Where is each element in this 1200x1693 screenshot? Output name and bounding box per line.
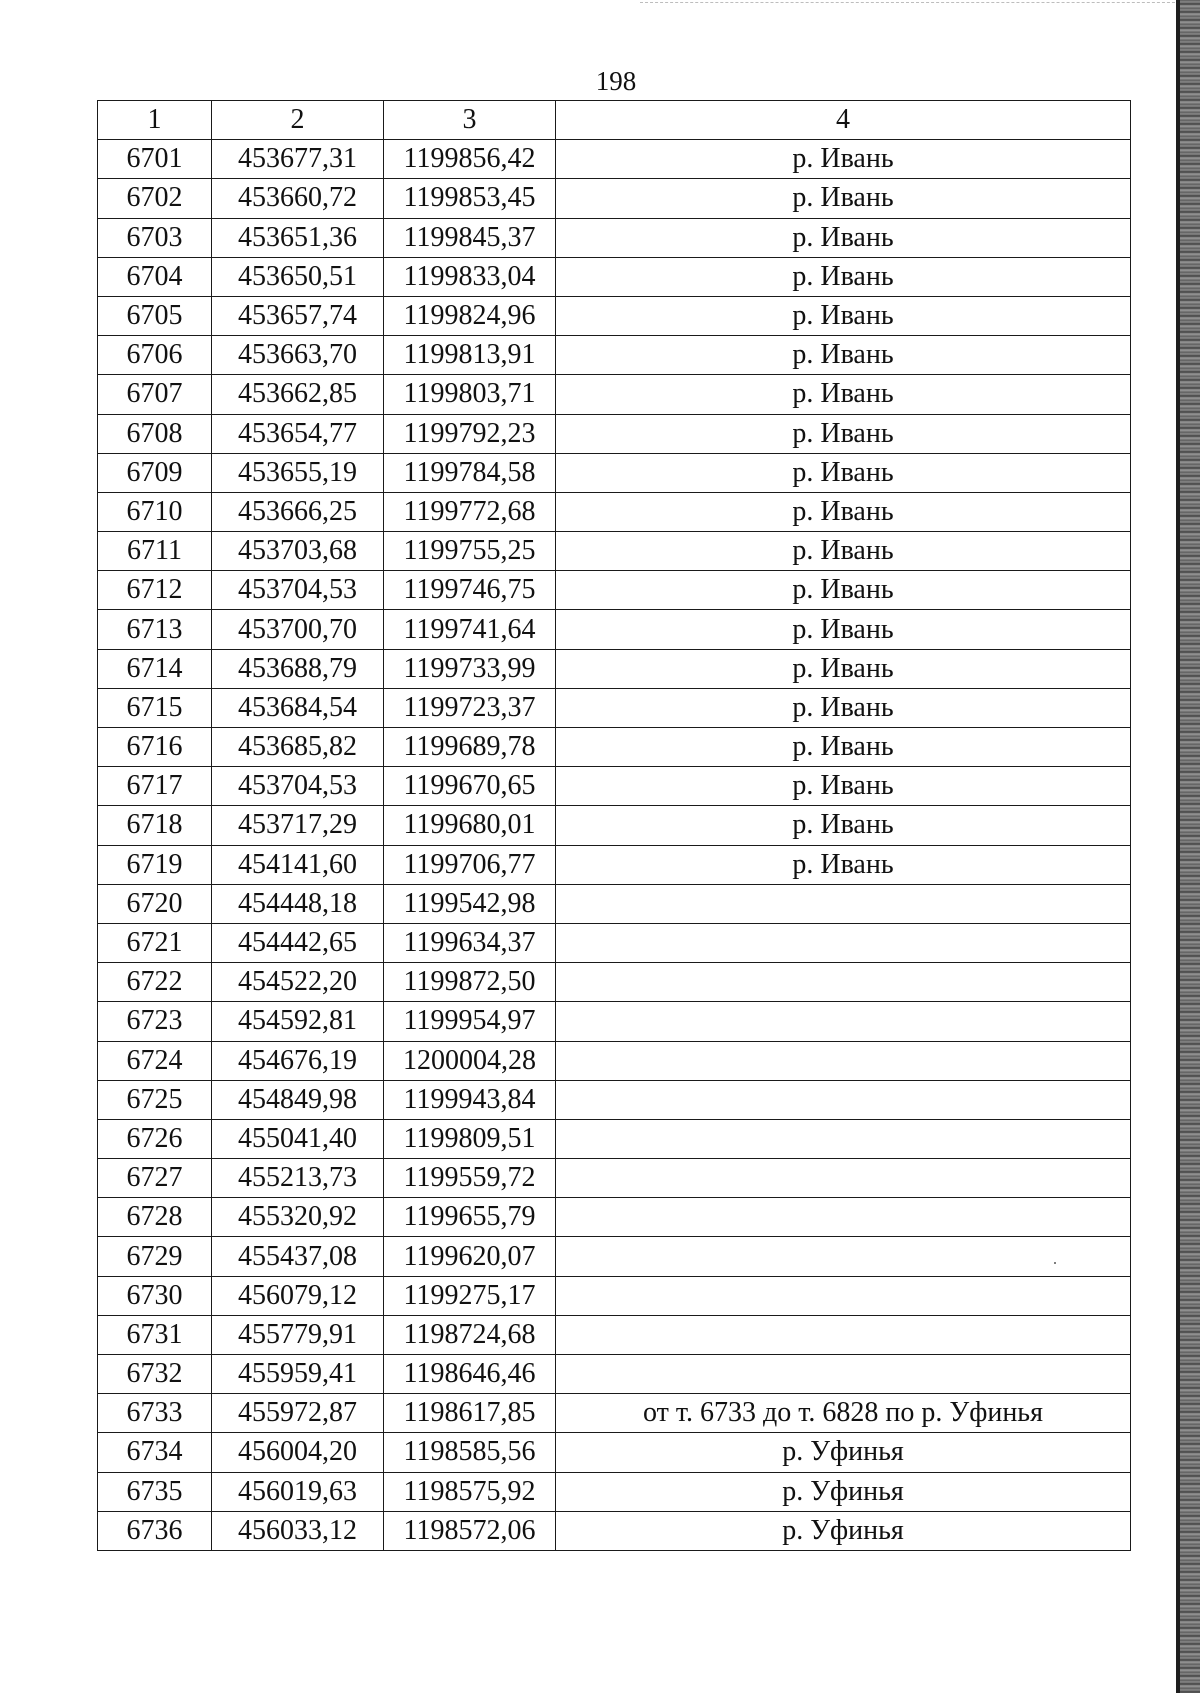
cell-x-coordinate: 455041,40 bbox=[212, 1119, 384, 1158]
scan-speck bbox=[1054, 1262, 1056, 1264]
cell-y-coordinate: 1199809,51 bbox=[384, 1119, 556, 1158]
table-row bbox=[98, 1276, 1131, 1315]
cell-x-coordinate: 453704,53 bbox=[212, 767, 384, 806]
table-row bbox=[98, 1002, 1131, 1041]
table-row bbox=[98, 923, 1131, 962]
cell-description bbox=[556, 1315, 1131, 1354]
cell-description: р. Ивань bbox=[556, 767, 1131, 806]
cell-y-coordinate: 1199856,42 bbox=[384, 140, 556, 179]
cell-description: р. Ивань bbox=[556, 257, 1131, 296]
table-row bbox=[98, 1315, 1131, 1354]
table-row bbox=[98, 1433, 1131, 1472]
cell-description: р. Ивань bbox=[556, 610, 1131, 649]
cell-x-coordinate: 454442,65 bbox=[212, 923, 384, 962]
cell-point-number: 6732 bbox=[98, 1355, 212, 1394]
cell-y-coordinate: 1199853,45 bbox=[384, 179, 556, 218]
cell-x-coordinate: 453677,31 bbox=[212, 140, 384, 179]
table-row bbox=[98, 532, 1131, 571]
cell-description: р. Ивань bbox=[556, 845, 1131, 884]
cell-x-coordinate: 453660,72 bbox=[212, 179, 384, 218]
cell-x-coordinate: 453662,85 bbox=[212, 375, 384, 414]
cell-x-coordinate: 453717,29 bbox=[212, 806, 384, 845]
cell-description: р. Ивань bbox=[556, 336, 1131, 375]
cell-y-coordinate: 1199772,68 bbox=[384, 492, 556, 531]
cell-y-coordinate: 1199824,96 bbox=[384, 296, 556, 335]
cell-x-coordinate: 453700,70 bbox=[212, 610, 384, 649]
cell-x-coordinate: 456004,20 bbox=[212, 1433, 384, 1472]
cell-y-coordinate: 1199845,37 bbox=[384, 218, 556, 257]
table-row bbox=[98, 1511, 1131, 1550]
cell-x-coordinate: 454522,20 bbox=[212, 963, 384, 1002]
cell-point-number: 6719 bbox=[98, 845, 212, 884]
table-row bbox=[98, 688, 1131, 727]
cell-point-number: 6705 bbox=[98, 296, 212, 335]
table-row bbox=[98, 806, 1131, 845]
cell-x-coordinate: 453657,74 bbox=[212, 296, 384, 335]
table-row bbox=[98, 728, 1131, 767]
cell-description: от т. 6733 до т. 6828 по р. Уфинья bbox=[556, 1394, 1131, 1433]
column-header-y: 3 bbox=[384, 101, 556, 140]
cell-x-coordinate: 456019,63 bbox=[212, 1472, 384, 1511]
cell-point-number: 6729 bbox=[98, 1237, 212, 1276]
cell-x-coordinate: 453703,68 bbox=[212, 532, 384, 571]
cell-x-coordinate: 453688,79 bbox=[212, 649, 384, 688]
cell-point-number: 6702 bbox=[98, 179, 212, 218]
cell-point-number: 6710 bbox=[98, 492, 212, 531]
cell-description: р. Ивань bbox=[556, 571, 1131, 610]
table-row bbox=[98, 453, 1131, 492]
cell-point-number: 6718 bbox=[98, 806, 212, 845]
table-row bbox=[98, 767, 1131, 806]
cell-description bbox=[556, 1159, 1131, 1198]
cell-point-number: 6703 bbox=[98, 218, 212, 257]
table-row bbox=[98, 492, 1131, 531]
table-row bbox=[98, 610, 1131, 649]
cell-y-coordinate: 1199746,75 bbox=[384, 571, 556, 610]
table-row bbox=[98, 845, 1131, 884]
cell-point-number: 6714 bbox=[98, 649, 212, 688]
table-row bbox=[98, 140, 1131, 179]
cell-x-coordinate: 455320,92 bbox=[212, 1198, 384, 1237]
cell-point-number: 6716 bbox=[98, 728, 212, 767]
cell-x-coordinate: 455779,91 bbox=[212, 1315, 384, 1354]
cell-y-coordinate: 1199542,98 bbox=[384, 884, 556, 923]
cell-y-coordinate: 1198724,68 bbox=[384, 1315, 556, 1354]
cell-description: р. Уфинья bbox=[556, 1472, 1131, 1511]
cell-y-coordinate: 1198572,06 bbox=[384, 1511, 556, 1550]
cell-x-coordinate: 453684,54 bbox=[212, 688, 384, 727]
cell-x-coordinate: 453704,53 bbox=[212, 571, 384, 610]
scan-binding-edge bbox=[1180, 0, 1200, 1693]
cell-x-coordinate: 453655,19 bbox=[212, 453, 384, 492]
cell-description: р. Ивань bbox=[556, 532, 1131, 571]
cell-description bbox=[556, 1041, 1131, 1080]
table-row bbox=[98, 1119, 1131, 1158]
cell-description bbox=[556, 1002, 1131, 1041]
cell-x-coordinate: 456033,12 bbox=[212, 1511, 384, 1550]
table-row bbox=[98, 414, 1131, 453]
cell-description: р. Ивань bbox=[556, 492, 1131, 531]
cell-x-coordinate: 455437,08 bbox=[212, 1237, 384, 1276]
cell-point-number: 6721 bbox=[98, 923, 212, 962]
cell-description: р. Ивань bbox=[556, 296, 1131, 335]
cell-point-number: 6701 bbox=[98, 140, 212, 179]
cell-x-coordinate: 454849,98 bbox=[212, 1080, 384, 1119]
cell-y-coordinate: 1199813,91 bbox=[384, 336, 556, 375]
cell-x-coordinate: 453666,25 bbox=[212, 492, 384, 531]
cell-point-number: 6735 bbox=[98, 1472, 212, 1511]
cell-description bbox=[556, 923, 1131, 962]
cell-point-number: 6731 bbox=[98, 1315, 212, 1354]
scan-top-artifact bbox=[640, 2, 1180, 4]
coordinates-table bbox=[97, 100, 1131, 1551]
cell-point-number: 6720 bbox=[98, 884, 212, 923]
table-row bbox=[98, 257, 1131, 296]
cell-point-number: 6704 bbox=[98, 257, 212, 296]
table-row bbox=[98, 1198, 1131, 1237]
cell-description: р. Ивань bbox=[556, 453, 1131, 492]
cell-description: р. Уфинья bbox=[556, 1433, 1131, 1472]
cell-description bbox=[556, 1237, 1131, 1276]
cell-y-coordinate: 1199634,37 bbox=[384, 923, 556, 962]
table-row bbox=[98, 375, 1131, 414]
cell-description: р. Ивань bbox=[556, 375, 1131, 414]
cell-x-coordinate: 454448,18 bbox=[212, 884, 384, 923]
cell-y-coordinate: 1198575,92 bbox=[384, 1472, 556, 1511]
cell-point-number: 6734 bbox=[98, 1433, 212, 1472]
cell-description bbox=[556, 1355, 1131, 1394]
page-number: 198 bbox=[595, 66, 637, 96]
cell-y-coordinate: 1198617,85 bbox=[384, 1394, 556, 1433]
table-row bbox=[98, 1080, 1131, 1119]
cell-y-coordinate: 1200004,28 bbox=[384, 1041, 556, 1080]
cell-y-coordinate: 1199803,71 bbox=[384, 375, 556, 414]
cell-point-number: 6713 bbox=[98, 610, 212, 649]
column-header-description: 4 bbox=[556, 101, 1131, 140]
cell-y-coordinate: 1199559,72 bbox=[384, 1159, 556, 1198]
cell-point-number: 6706 bbox=[98, 336, 212, 375]
cell-y-coordinate: 1199872,50 bbox=[384, 963, 556, 1002]
cell-description: р. Ивань bbox=[556, 806, 1131, 845]
cell-description bbox=[556, 1119, 1131, 1158]
cell-point-number: 6707 bbox=[98, 375, 212, 414]
cell-y-coordinate: 1199741,64 bbox=[384, 610, 556, 649]
cell-y-coordinate: 1199655,79 bbox=[384, 1198, 556, 1237]
cell-x-coordinate: 453651,36 bbox=[212, 218, 384, 257]
cell-description bbox=[556, 1276, 1131, 1315]
cell-y-coordinate: 1199275,17 bbox=[384, 1276, 556, 1315]
cell-y-coordinate: 1199620,07 bbox=[384, 1237, 556, 1276]
cell-point-number: 6724 bbox=[98, 1041, 212, 1080]
cell-point-number: 6727 bbox=[98, 1159, 212, 1198]
cell-point-number: 6711 bbox=[98, 532, 212, 571]
cell-point-number: 6715 bbox=[98, 688, 212, 727]
table-row bbox=[98, 1355, 1131, 1394]
table-row bbox=[98, 218, 1131, 257]
cell-description: р. Ивань bbox=[556, 414, 1131, 453]
cell-point-number: 6726 bbox=[98, 1119, 212, 1158]
table-row bbox=[98, 1472, 1131, 1511]
cell-description: р. Ивань bbox=[556, 179, 1131, 218]
table-row bbox=[98, 884, 1131, 923]
cell-x-coordinate: 455959,41 bbox=[212, 1355, 384, 1394]
cell-x-coordinate: 453663,70 bbox=[212, 336, 384, 375]
cell-x-coordinate: 456079,12 bbox=[212, 1276, 384, 1315]
table-row bbox=[98, 1237, 1131, 1276]
table-row bbox=[98, 963, 1131, 1002]
table-row bbox=[98, 296, 1131, 335]
cell-y-coordinate: 1199706,77 bbox=[384, 845, 556, 884]
cell-description: р. Ивань bbox=[556, 218, 1131, 257]
cell-x-coordinate: 453685,82 bbox=[212, 728, 384, 767]
cell-description bbox=[556, 884, 1131, 923]
table-row bbox=[98, 1041, 1131, 1080]
cell-y-coordinate: 1199784,58 bbox=[384, 453, 556, 492]
cell-point-number: 6708 bbox=[98, 414, 212, 453]
cell-y-coordinate: 1199733,99 bbox=[384, 649, 556, 688]
cell-y-coordinate: 1199723,37 bbox=[384, 688, 556, 727]
cell-description: р. Ивань bbox=[556, 140, 1131, 179]
cell-point-number: 6709 bbox=[98, 453, 212, 492]
cell-point-number: 6712 bbox=[98, 571, 212, 610]
cell-description: р. Ивань bbox=[556, 728, 1131, 767]
cell-description bbox=[556, 1198, 1131, 1237]
cell-description bbox=[556, 963, 1131, 1002]
cell-description: р. Ивань bbox=[556, 649, 1131, 688]
column-header-point: 1 bbox=[98, 101, 212, 140]
cell-description bbox=[556, 1080, 1131, 1119]
cell-x-coordinate: 455972,87 bbox=[212, 1394, 384, 1433]
table-header-row bbox=[98, 101, 1131, 140]
cell-description: р. Ивань bbox=[556, 688, 1131, 727]
cell-y-coordinate: 1199680,01 bbox=[384, 806, 556, 845]
cell-point-number: 6722 bbox=[98, 963, 212, 1002]
table-row bbox=[98, 336, 1131, 375]
cell-x-coordinate: 454141,60 bbox=[212, 845, 384, 884]
cell-description: р. Уфинья bbox=[556, 1511, 1131, 1550]
cell-point-number: 6725 bbox=[98, 1080, 212, 1119]
cell-point-number: 6723 bbox=[98, 1002, 212, 1041]
cell-y-coordinate: 1199670,65 bbox=[384, 767, 556, 806]
table-row bbox=[98, 1394, 1131, 1433]
table-body bbox=[98, 140, 1131, 1551]
cell-x-coordinate: 455213,73 bbox=[212, 1159, 384, 1198]
cell-point-number: 6717 bbox=[98, 767, 212, 806]
cell-y-coordinate: 1199792,23 bbox=[384, 414, 556, 453]
cell-y-coordinate: 1198646,46 bbox=[384, 1355, 556, 1394]
cell-x-coordinate: 454676,19 bbox=[212, 1041, 384, 1080]
cell-y-coordinate: 1199689,78 bbox=[384, 728, 556, 767]
table-row bbox=[98, 649, 1131, 688]
cell-point-number: 6733 bbox=[98, 1394, 212, 1433]
column-header-x: 2 bbox=[212, 101, 384, 140]
cell-point-number: 6728 bbox=[98, 1198, 212, 1237]
cell-x-coordinate: 453654,77 bbox=[212, 414, 384, 453]
cell-y-coordinate: 1199954,97 bbox=[384, 1002, 556, 1041]
cell-y-coordinate: 1198585,56 bbox=[384, 1433, 556, 1472]
cell-x-coordinate: 453650,51 bbox=[212, 257, 384, 296]
cell-point-number: 6736 bbox=[98, 1511, 212, 1550]
table-row bbox=[98, 571, 1131, 610]
cell-x-coordinate: 454592,81 bbox=[212, 1002, 384, 1041]
table-row bbox=[98, 1159, 1131, 1198]
cell-y-coordinate: 1199833,04 bbox=[384, 257, 556, 296]
cell-point-number: 6730 bbox=[98, 1276, 212, 1315]
cell-y-coordinate: 1199755,25 bbox=[384, 532, 556, 571]
cell-y-coordinate: 1199943,84 bbox=[384, 1080, 556, 1119]
table-row bbox=[98, 179, 1131, 218]
